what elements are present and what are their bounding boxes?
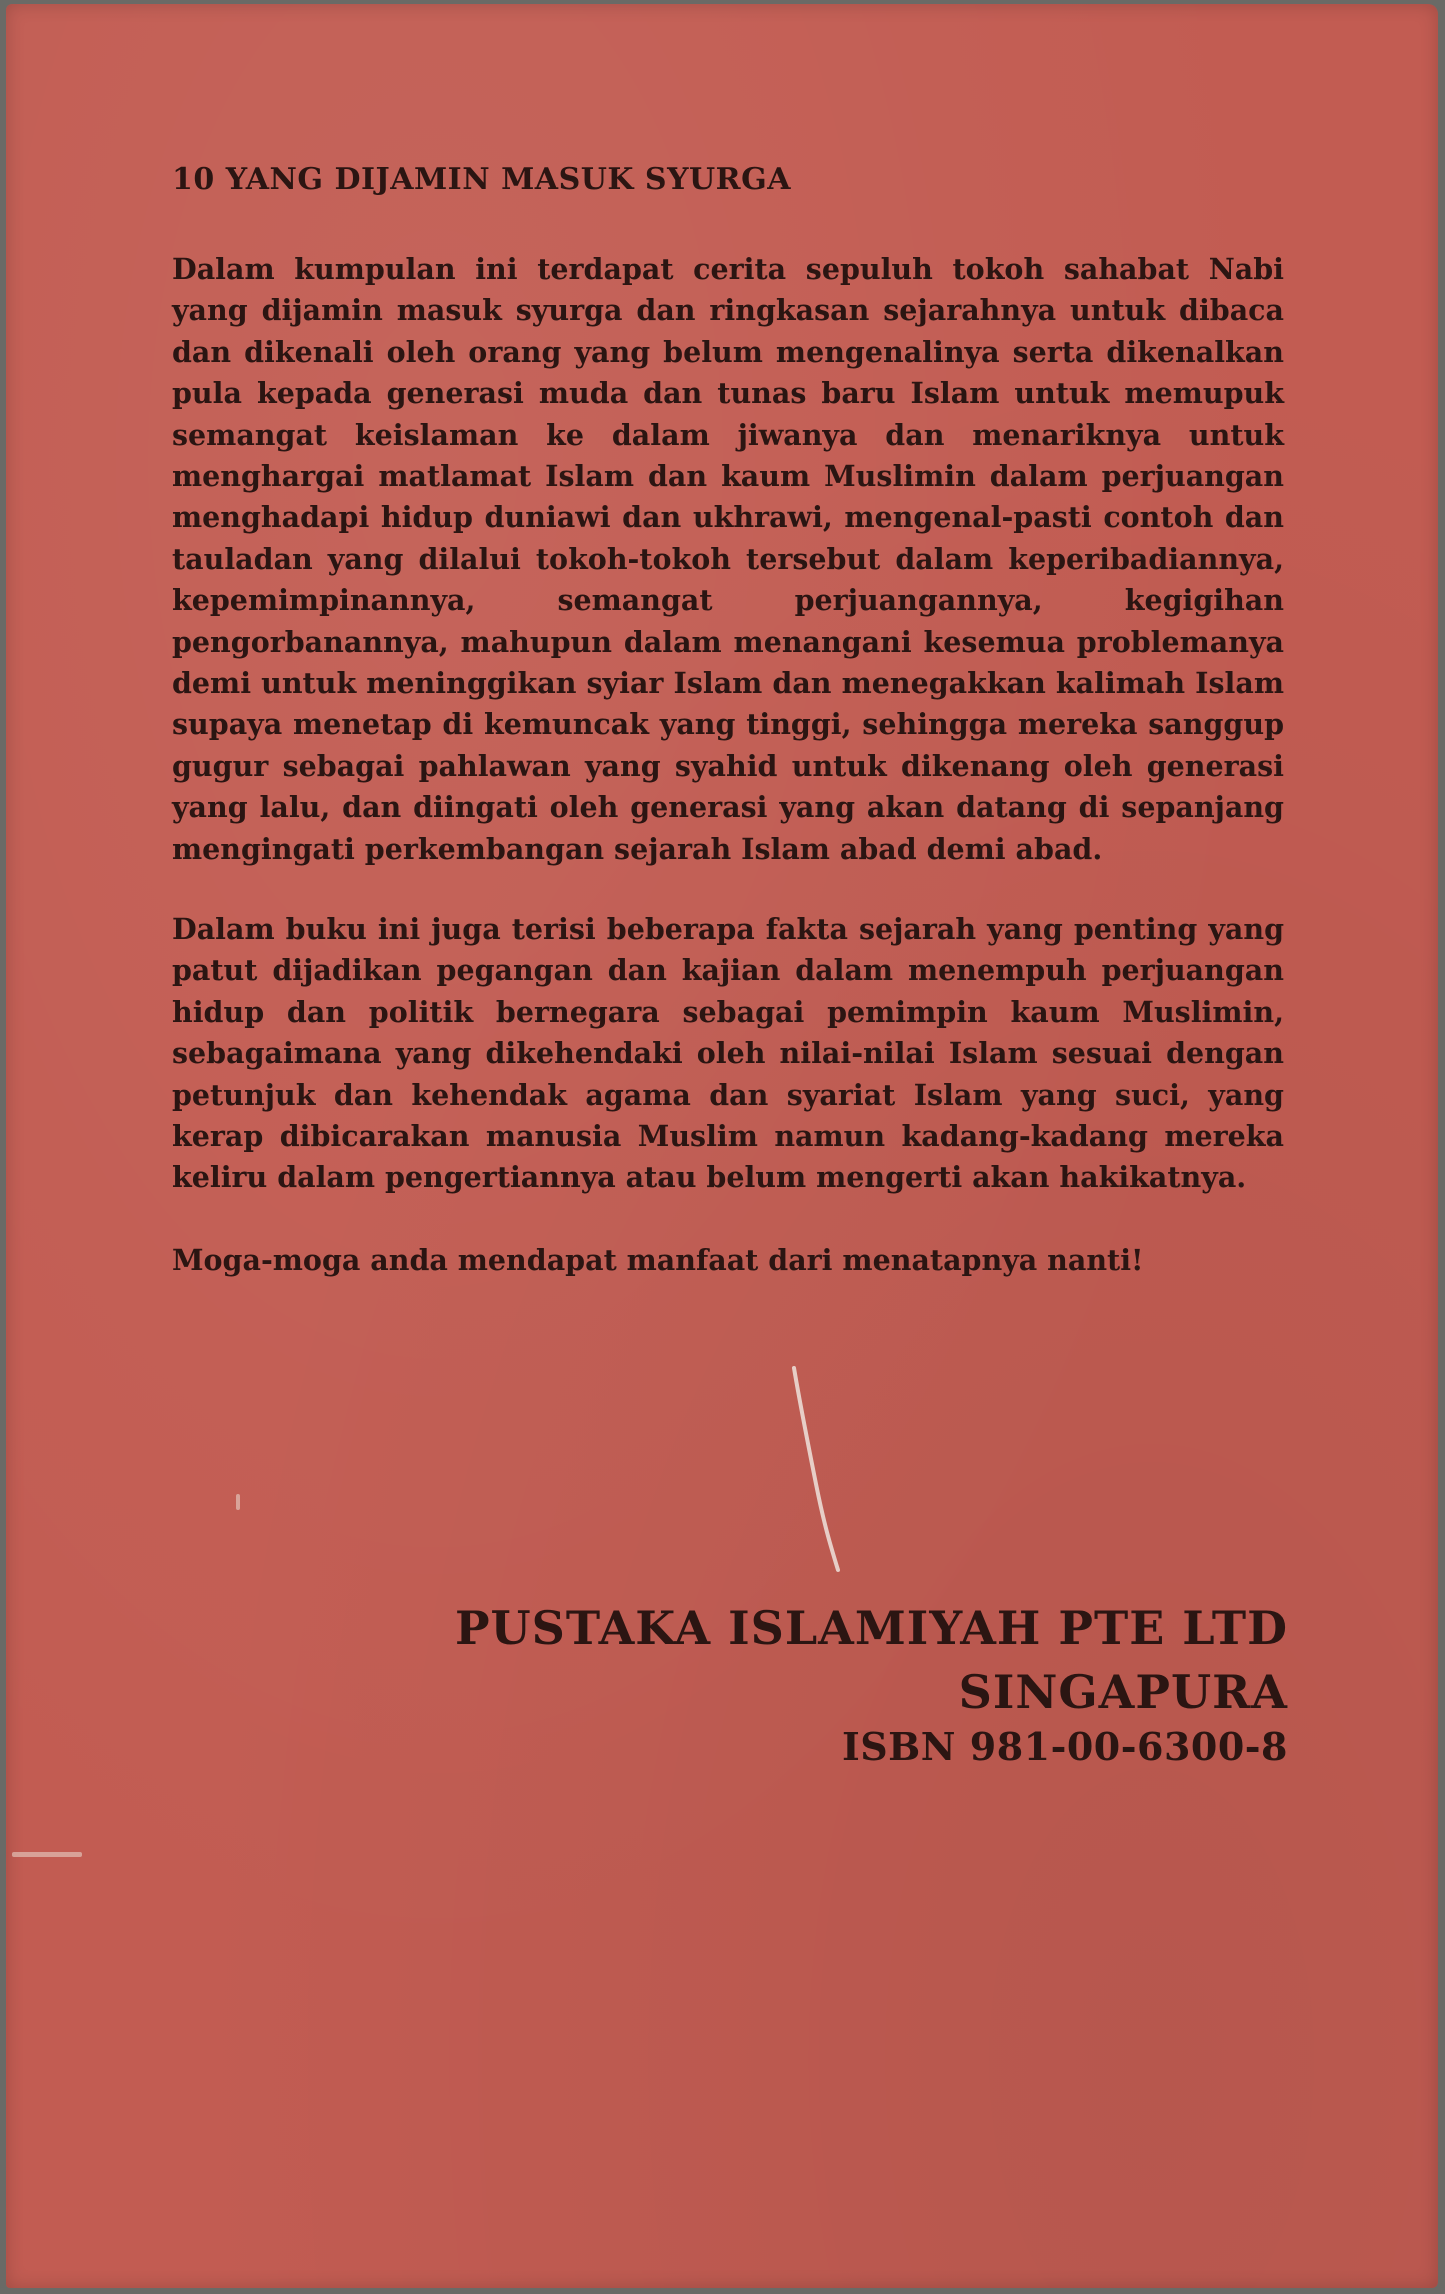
blurb-paragraph-1: Dalam kumpulan ini terdapat cerita sepuluh tokoh sahabat Nabi yang dijamin masuk syurga dan ringkasan sejarahnya untuk dibaca dan dikenali oleh orang yang belum mengenalinya serta dikenalkan pula kepada generasi muda dan tunas baru Islam untuk memupuk semangat keislaman ke dalam jiwanya dan menariknya untuk menghargai matlamat Islam dan kaum Muslimin dalam perjuangan menghadapi hidup duniawi dan ukhrawi, mengenal-pasti contoh dan tauladan yang dilalui tokoh-tokoh tersebut dalam keperibadiannya, kepemimpinannya, semangat perjuangannya, kegigihan pengorbanannya, mahupun dalam menangani kesemua problemanya demi untuk meninggikan syiar Islam dan menegakkan kalimah Islam supaya menetap di kemuncak yang tinggi, sehingga mereka sanggup gugur sebagai pahlawan yang syahid untuk dikenang oleh generasi yang lalu, dan diingati oleh generasi yang akan datang di sepanjang mengingati perkembangan sejarah Islam abad demi abad. <box>172 252 1284 866</box>
publisher-city: SINGAPURA <box>958 1665 1288 1719</box>
blurb-paragraph-2: Dalam buku ini juga terisi beberapa fakta sejarah yang penting yang patut dijadikan pegangan dan kajian dalam menempuh perjuangan hidup dan politik bernegara sebagai pemimpin kaum Muslimin, sebagaimana yang dikehendaki oleh nilai-nilai Islam sesuai dengan petunjuk dan kehendak agama dan syariat Islam yang suci, yang kerap dibicarakan manusia Muslim namun kadang-kadang mereka keliru dalam pengertiannya atau belum mengerti akan hakikatnya. <box>172 912 1284 1195</box>
publisher-block <box>455 1596 1288 1724</box>
blurb-paragraph-3: Moga-moga anda mendapat manfaat dari menatapnya nanti! <box>172 1243 1144 1277</box>
edge-wear-mark <box>236 1494 240 1510</box>
edge-wear-mark <box>12 1852 82 1857</box>
isbn-number: ISBN 981-00-6300-8 <box>841 1724 1288 1769</box>
book-title: 10 YANG DIJAMIN MASUK SYURGA <box>172 162 791 197</box>
cover-crease-mark <box>786 1364 846 1574</box>
publisher-name: PUSTAKA ISLAMIYAH PTE LTD <box>454 1601 1288 1655</box>
book-back-cover <box>6 4 1438 2288</box>
